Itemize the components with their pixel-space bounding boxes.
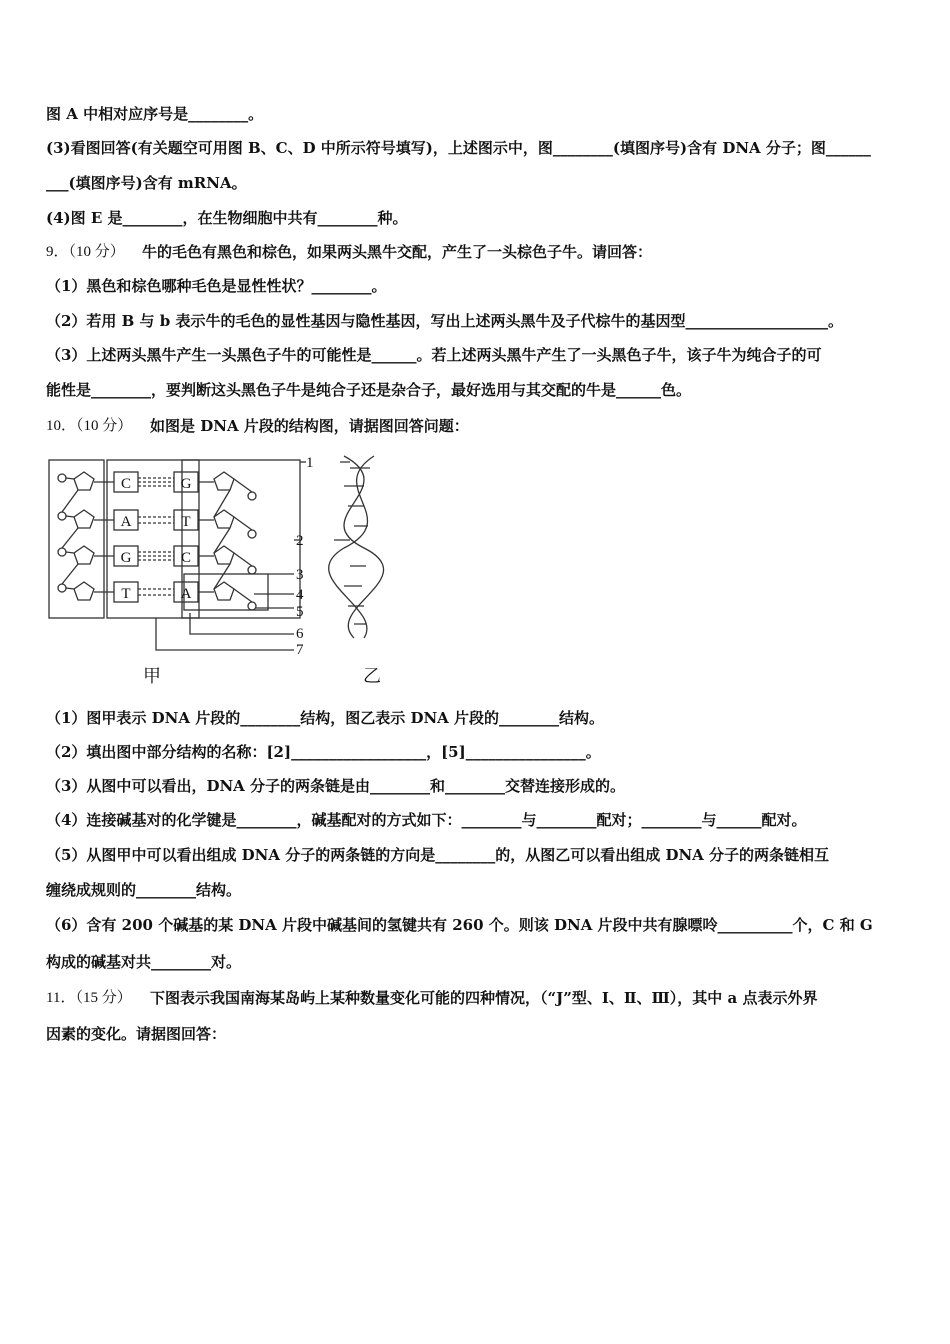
caption-left: 甲 xyxy=(143,666,161,686)
q9-number: 9．（10 分） xyxy=(46,244,125,260)
l3: ___(填图序号)含有 mRNA。 xyxy=(46,174,247,192)
q9-3b: 能性是________，要判断这头黑色子牛是纯合子还是杂合子，最好选用与其交配的牛是______色。 xyxy=(46,381,692,399)
q10-5b: 缠绕成规则的________结构。 xyxy=(46,881,242,899)
base-left-1: C xyxy=(120,476,132,492)
base-right-2: T xyxy=(181,514,191,530)
q10-4: （4）连接碱基对的化学键是________，碱基配对的方式如下：________与________配对；________与______配对。 xyxy=(46,811,807,829)
callout-5: 5 xyxy=(296,604,304,620)
q10-number: 10．（10 分） xyxy=(46,418,133,434)
q10-2: （2）填出图中部分结构的名称：[2]__________________，[5]________________。 xyxy=(46,743,601,761)
l2: (3)看图回答(有关题空可用图 B、C、D 中所示符号填写)，上述图示中，图________(填图序号)含有 DNA 分子；图______ xyxy=(46,139,871,157)
q11-stem-b: 因素的变化。请据图回答： xyxy=(46,1025,227,1043)
l1: 图 A 中相对应序号是________。 xyxy=(46,105,264,123)
dna-figure xyxy=(44,448,404,692)
callout-6: 6 xyxy=(296,626,304,642)
base-left-4: T xyxy=(121,586,131,602)
q10-stem: 如图是 DNA 片段的结构图，请据图回答问题： xyxy=(150,417,469,435)
q9-3a: （3）上述两头黑牛产生一头黑色子牛的可能性是______。若上述两头黑牛产生了一头黑色子牛，该子牛为纯合子的可 xyxy=(46,346,822,364)
callout-7: 7 xyxy=(296,642,304,658)
q11-stem-a: 下图表示我国南海某岛屿上某种数量变化可能的四种情况，（“J”型、Ⅰ、Ⅱ、Ⅲ），其中 a 点表示外界 xyxy=(150,989,818,1007)
callout-1: 1 xyxy=(306,455,314,471)
callout-3: 3 xyxy=(296,567,304,583)
base-right-4: A xyxy=(180,586,192,602)
q9-2: （2）若用 B 与 b 表示牛的毛色的显性基因与隐性基因，写出上述两头黑牛及子代棕牛的基因型___________________。 xyxy=(46,312,843,330)
q11-number: 11．（15 分） xyxy=(46,990,132,1006)
q10-1: （1）图甲表示 DNA 片段的________结构，图乙表示 DNA 片段的________结构。 xyxy=(46,709,605,727)
q10-6b: 构成的碱基对共________对。 xyxy=(46,953,242,971)
callout-4: 4 xyxy=(296,587,304,603)
q10-5a: （5）从图甲中可以看出组成 DNA 分子的两条链的方向是________的，从图乙可以看出组成 DNA 分子的两条链相互 xyxy=(46,846,830,864)
q9-1: （1）黑色和棕色哪种毛色是显性性状？________。 xyxy=(46,277,387,295)
q10-6a: （6）含有 200 个碱基的某 DNA 片段中碱基间的氢键共有 260 个。则该 DNA 片段中共有腺嘌呤__________个，C 和 G xyxy=(46,916,873,934)
q9-stem: 牛的毛色有黑色和棕色，如果两头黑牛交配，产生了一头棕色子牛。请回答： xyxy=(142,243,653,261)
base-left-3: G xyxy=(120,550,132,566)
base-right-1: G xyxy=(180,476,192,492)
base-right-3: C xyxy=(180,550,192,566)
l4: (4)图 E 是________，在生物细胞中共有________种。 xyxy=(46,209,408,227)
callout-2: 2 xyxy=(296,533,304,549)
q10-3: （3）从图中可以看出，DNA 分子的两条链是由________和________交替连接形成的。 xyxy=(46,777,626,795)
base-left-2: A xyxy=(120,514,132,530)
caption-right: 乙 xyxy=(363,666,381,686)
